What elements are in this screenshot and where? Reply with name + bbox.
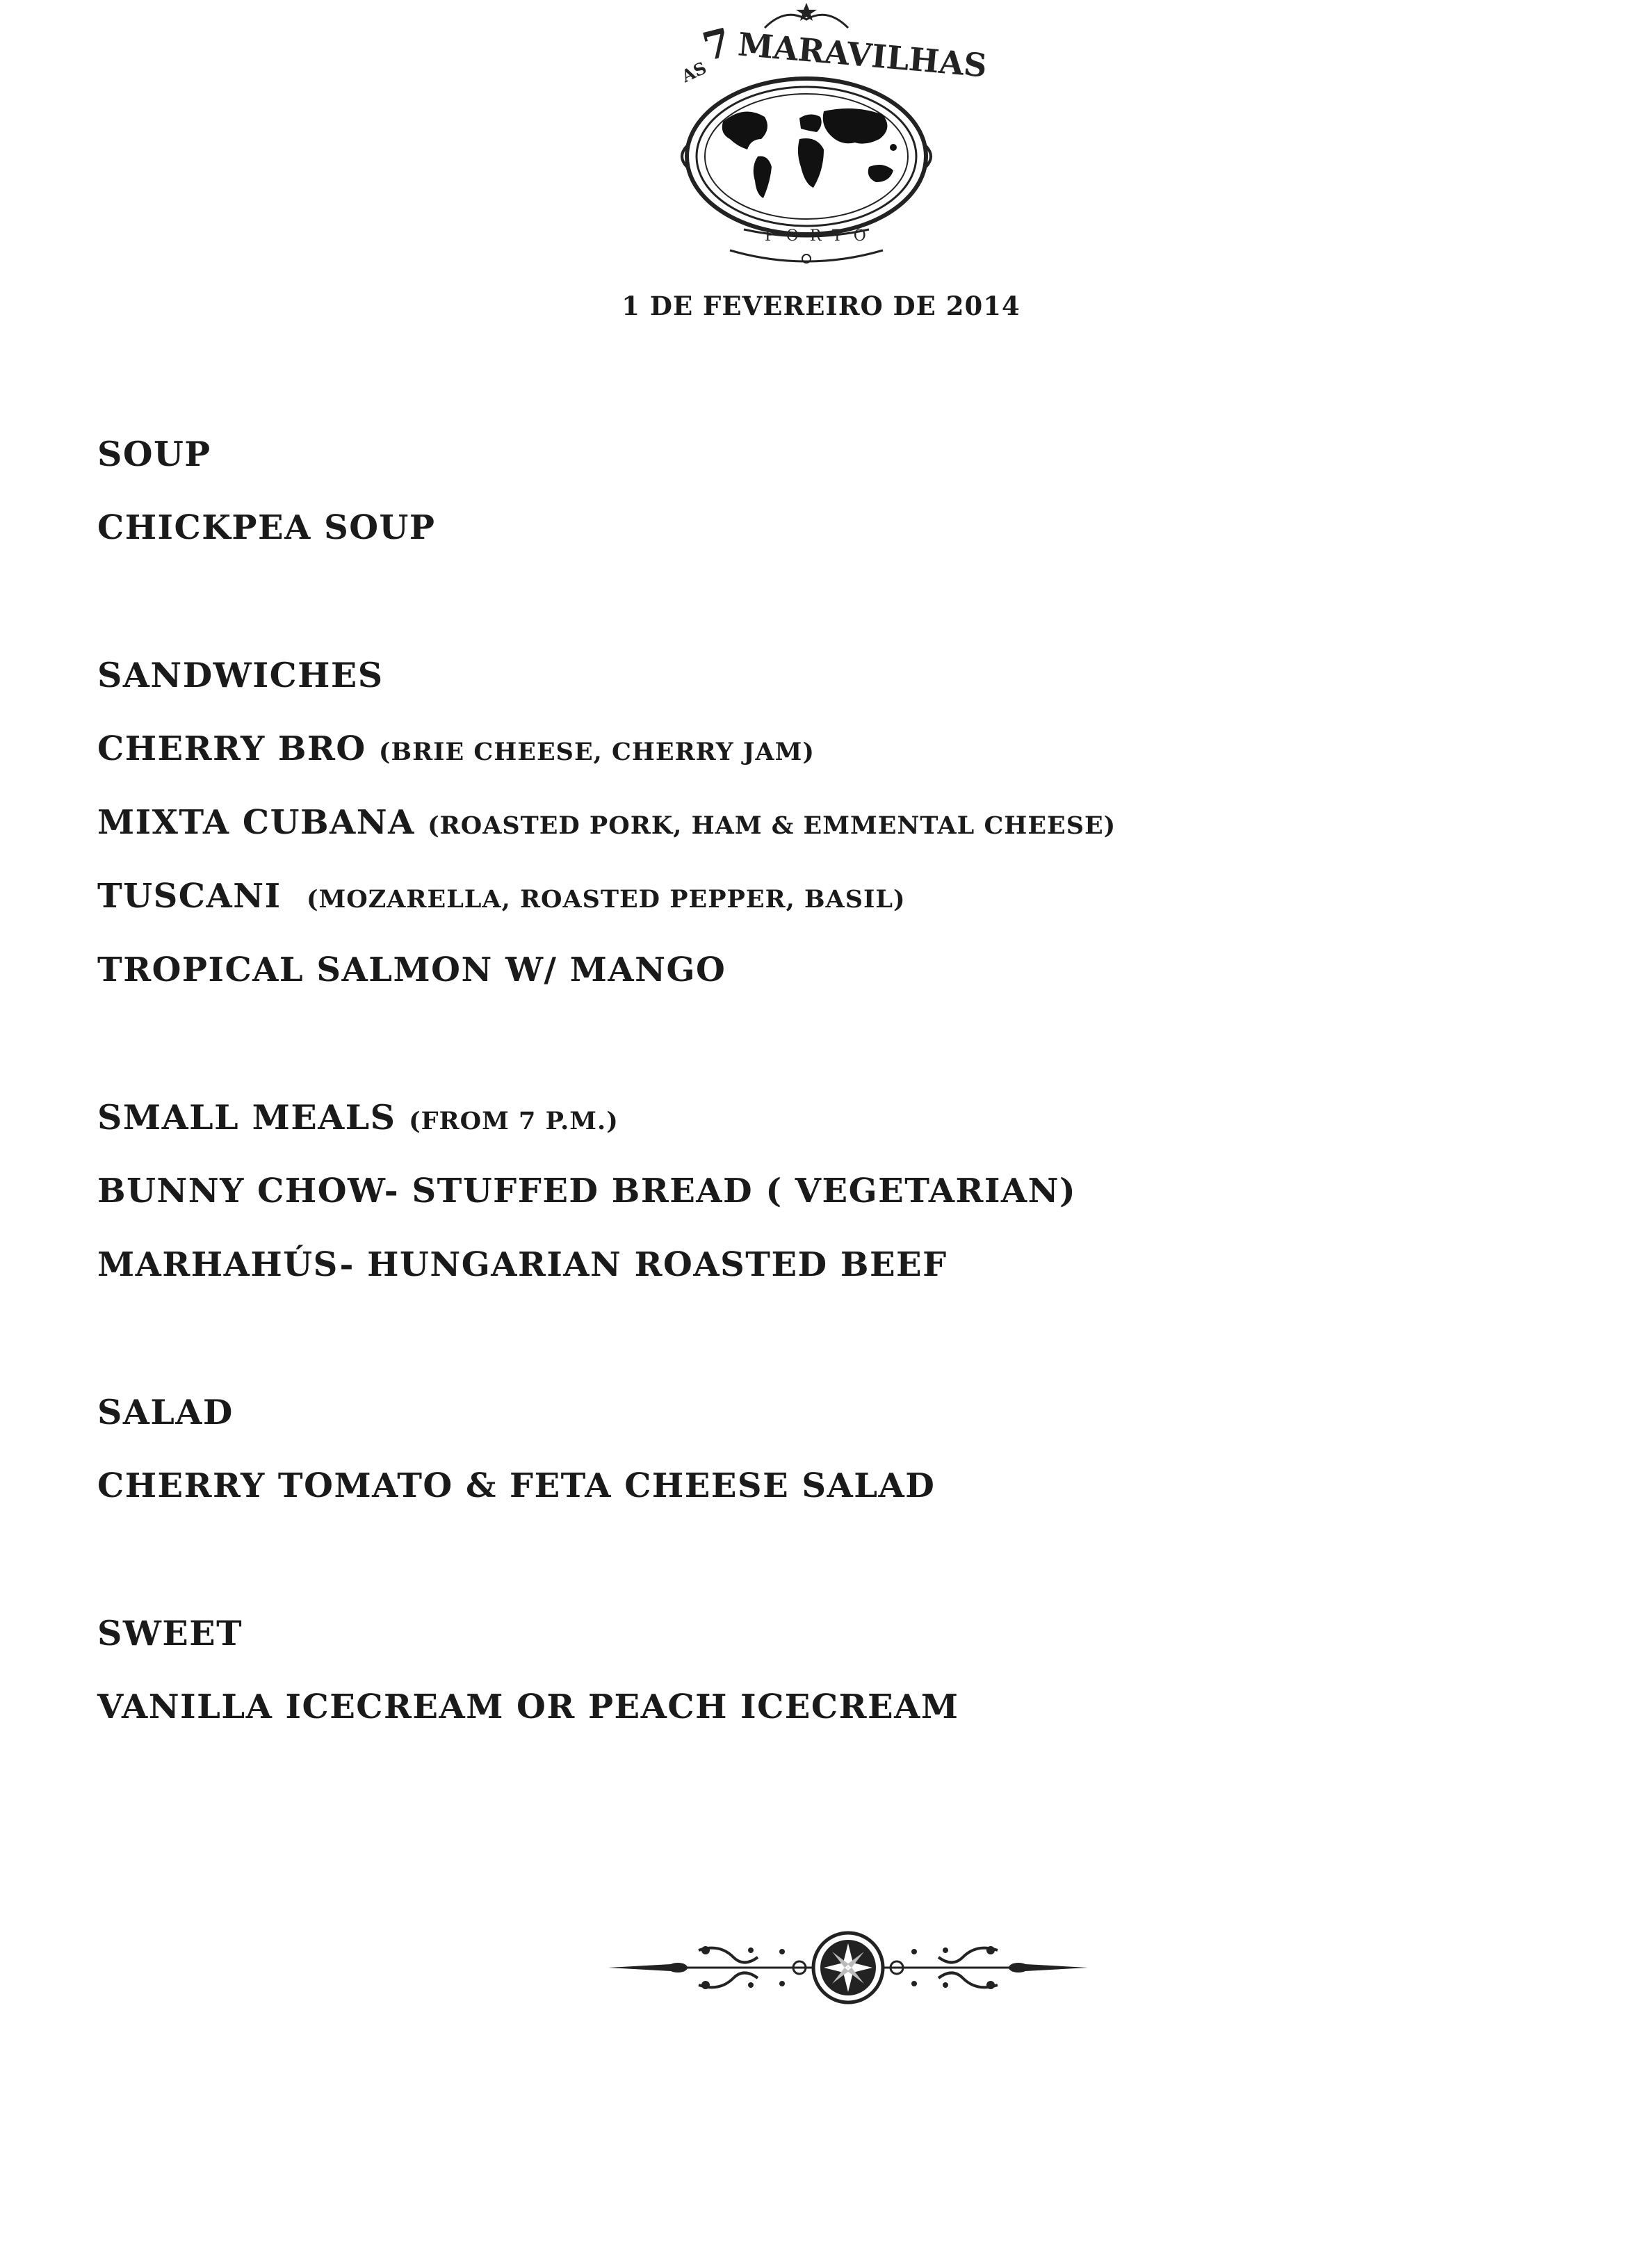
menu-item bbox=[97, 798, 1557, 872]
section-heading-soup: SOUP bbox=[97, 434, 211, 474]
section-heading-sweet: SWEET bbox=[97, 1613, 243, 1653]
logo-main-text: MARAVILHAS bbox=[736, 25, 989, 85]
menu-item-name: TUSCANI bbox=[97, 877, 282, 916]
logo-city-text: PORTO bbox=[765, 227, 877, 245]
compass-rose-divider bbox=[608, 1929, 1088, 2006]
menu-item bbox=[97, 724, 1557, 798]
menu-item-name: MIXTA CUBANA bbox=[97, 803, 415, 842]
section-heading-small-meals bbox=[97, 1093, 1557, 1167]
spacer bbox=[97, 1314, 1557, 1388]
compass-rose-divider-icon bbox=[608, 1929, 1088, 2006]
menu-item: CHERRY TOMATO & FETA CHEESE SALAD bbox=[97, 1466, 936, 1505]
menu-item bbox=[97, 872, 1557, 946]
section-heading-sandwiches: SANDWICHES bbox=[97, 655, 384, 695]
menu-item: VANILLA ICECREAM OR PEACH ICECREAM bbox=[97, 1687, 959, 1726]
section-heading-text: SMALL MEALS bbox=[97, 1097, 396, 1137]
spacer bbox=[97, 1019, 1557, 1093]
menu-item: CHICKPEA SOUP bbox=[97, 508, 436, 547]
menu-item-name: TROPICAL SALMON W/ MANGO bbox=[97, 950, 726, 989]
spacer bbox=[97, 577, 1557, 651]
section-heading-note: (FROM 7 P.M.) bbox=[409, 1107, 619, 1135]
menu-item-description: (MOZARELLA, ROASTED PEPPER, BASIL) bbox=[306, 885, 906, 914]
menu-item-description: (BRIE CHEESE, CHERRY JAM) bbox=[378, 738, 815, 766]
logo-number: 7 bbox=[698, 19, 735, 71]
menu-item bbox=[97, 946, 1557, 1019]
restaurant-logo bbox=[678, 0, 989, 268]
spacer bbox=[97, 1535, 1557, 1609]
menu-item-description: (ROASTED PORK, HAM & EMMENTAL CHEESE) bbox=[428, 811, 1116, 840]
menu-item: MARHAHÚS- HUNGARIAN ROASTED BEEF bbox=[97, 1245, 948, 1284]
logo-small-text: AS bbox=[678, 57, 710, 87]
menu-date: 1 DE FEVEREIRO DE 2014 bbox=[621, 291, 1021, 321]
world-map-emblem-icon bbox=[678, 0, 989, 268]
menu-item-name: CHERRY BRO bbox=[97, 729, 366, 768]
menu-item: BUNNY CHOW- STUFFED BREAD ( VEGETARIAN) bbox=[97, 1172, 1077, 1210]
menu-list bbox=[97, 430, 1557, 1756]
section-heading-salad: SALAD bbox=[97, 1392, 234, 1432]
